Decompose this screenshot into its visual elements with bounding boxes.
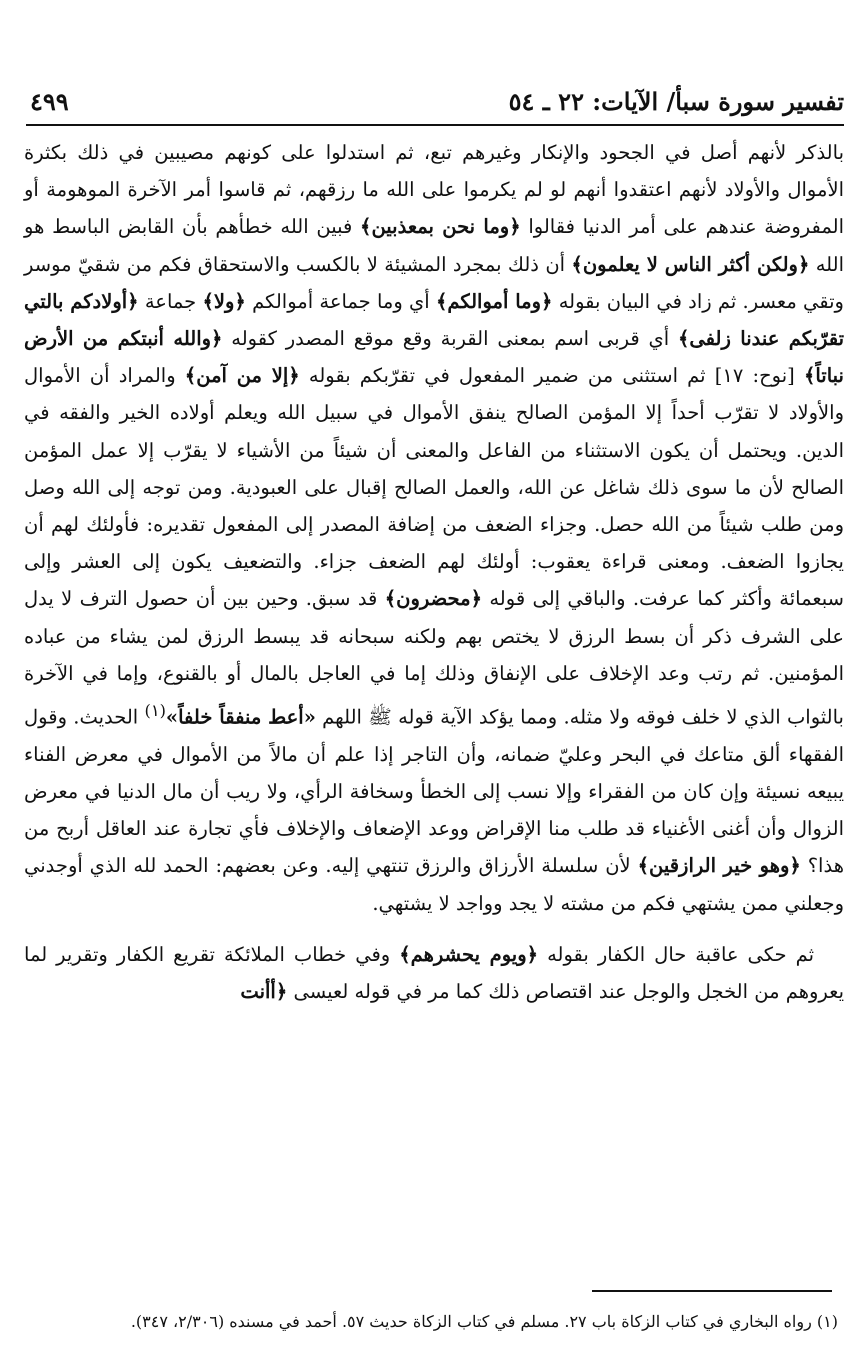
running-header — [30, 84, 844, 124]
text-run: بالذكر لأنهم أصل في الجحود والإنكار وغيرهم تبع، ثم استدلوا على كونهم مصيبين في ذلك بكثرة الأموال والأولاد لأنهم اعتقدوا أنهم لو لم يكرموا على الله ما رزقهم، ثم قاسوا أمر الآخرة الموهومة أو المفروضة عندهم على أمر الدنيا فقالوا — [24, 141, 844, 239]
paragraph-2 — [24, 936, 844, 1010]
text-run: [نوح: ١٧] ثم استثنى من ضمير المفعول في تقرّبكم بقوله — [299, 364, 804, 388]
text-run: فبين الله خطأهم بأن القابض الباسط هو الله — [24, 215, 845, 276]
text-run: أي وما جماعة أموالكم — [245, 289, 436, 313]
text-run: الحديث. وقول الفقهاء ألق متاعك في البحر وعليّ ضمانه، وأن التاجر إذا علم أن مالاً من الأموال في معرض الفناء يبيعه نسيئة وإن كان من الفقراء وإلا نسب إلى الخطأ وسخافة الرأي، ولا ريب أن مال الدنيا في معرض الزوال وأن أغنى الأغنياء قد طلب منا الإقراض ووعد الإضعاف والإخلاف فأي تجارة عند العاقل أربح من هذا؟ — [24, 705, 844, 878]
quran-quote: ﴿ولكن أكثر الناس لا يعلمون﴾ — [571, 252, 810, 276]
quran-quote: ﴿ولا﴾ — [202, 289, 246, 313]
header-rule — [26, 124, 844, 126]
text-run: جماعة — [138, 289, 203, 313]
body-text — [24, 134, 844, 1010]
quran-quote: ﴿أأنت — [240, 979, 288, 1003]
running-title: تفسير سورة سبأ/ الآيات: ٢٢ ـ ٥٤ — [508, 87, 844, 116]
text-run: وفي خطاب الملائكة تقريع الكفار وتقرير لما يعروهم من الخجل والوجل عند اقتصاص ذلك كما مر في قوله لعيسى — [24, 942, 844, 1003]
footnote: (١) رواه البخاري في كتاب الزكاة باب ٢٧. مسلم في كتاب الزكاة حديث ٥٧. أحمد في مسنده (٢/٣٠٦، ٣٤٧). — [130, 1312, 838, 1331]
quran-quote: ﴿وهو خير الرازقين﴾ — [637, 854, 801, 878]
text-run: ثم حكى عاقبة حال الكفار بقوله — [538, 942, 815, 966]
text-run: أن ذلك بمجرد المشيئة لا بالكسب والاستحقاق فكم من شقيّ موسر وتقي معسر. ثم زاد في البيان بقوله — [24, 252, 844, 313]
quran-quote: ﴿ويوم يحشرهم﴾ — [399, 942, 539, 966]
text-run: والمراد أن الأموال والأولاد لا تقرّب أحداً إلا المؤمن الصالح ينفق الأموال في سبيل الله ويعلم أولاده الخير والفقه في الدين. ويحتمل أن يكون الاستثناء من الفاعل والمعنى أن شيئاً من الأشياء لا يقرّب إلا عمل المؤمن الصالح لأن ما سوى ذلك شاغل عن الله، والعمل الصالح إقبال على العبودية. ومن توجه إلى الله وصل ومن طلب شيئاً من الله حصل. وجزاء الضعف من إضافة المصدر إلى المفعول تقديره: فأولئك لهم أن يجازوا الضعف. ومعنى قراءة يعقوب: أولئك لهم الضعف جزاء. والتضعيف يكون إلى العشر وإلى سبعمائة وأكثر كما عرفت. والباقي إلى قوله — [24, 364, 844, 611]
quran-quote: ﴿وما أموالكم﴾ — [435, 289, 553, 313]
paragraph-1 — [24, 134, 844, 922]
text-run: لأن سلسلة الأرزاق والرزق تنتهي إليه. وعن بعضهم: الحمد لله الذي أوجدني وجعلني ممن يشتهي فكم من مشته لا يجد وواجد لا يشتهي. — [24, 854, 844, 915]
quran-quote: ﴿إلا من آمن﴾ — [184, 364, 300, 388]
page-number: ٤٩٩ — [30, 87, 69, 116]
quran-quote: ﴿أولادكم بالتي تقرّبكم عندنا زلفى﴾ — [24, 289, 845, 351]
quran-quote: ﴿محضرون﴾ — [384, 587, 483, 611]
footnote-rule — [592, 1290, 832, 1292]
text-run: أي قربى اسم بمعنى القربة وقع موقع المصدر كقوله — [222, 327, 678, 351]
hadith-quote: «أعط منفقاً خلفاً» — [165, 705, 316, 729]
quran-quote: ﴿والله أنبتكم من الأرض نباتاً﴾ — [24, 327, 844, 388]
footnote-ref: (١) — [144, 701, 166, 721]
quran-quote: ﴿وما نحن بمعذبين﴾ — [360, 215, 521, 239]
text-run: قد سبق. وحين بين أن حصول الترف لا يدل على الشرف ذكر أن بسط الرزق لا يختص بهم ولكنه سبحانه قد يبسط الرزق لمن يشاء من عباده المؤمنين. ثم رتب وعد الإخلاف على الإنفاق وذلك إما في العاجل بالمال أو بالقنوع، وإما في الآخرة بالثواب الذي لا خلف فوقه ولا مثله. ومما يؤكد الآية قوله ﷺ اللهم — [24, 587, 844, 729]
